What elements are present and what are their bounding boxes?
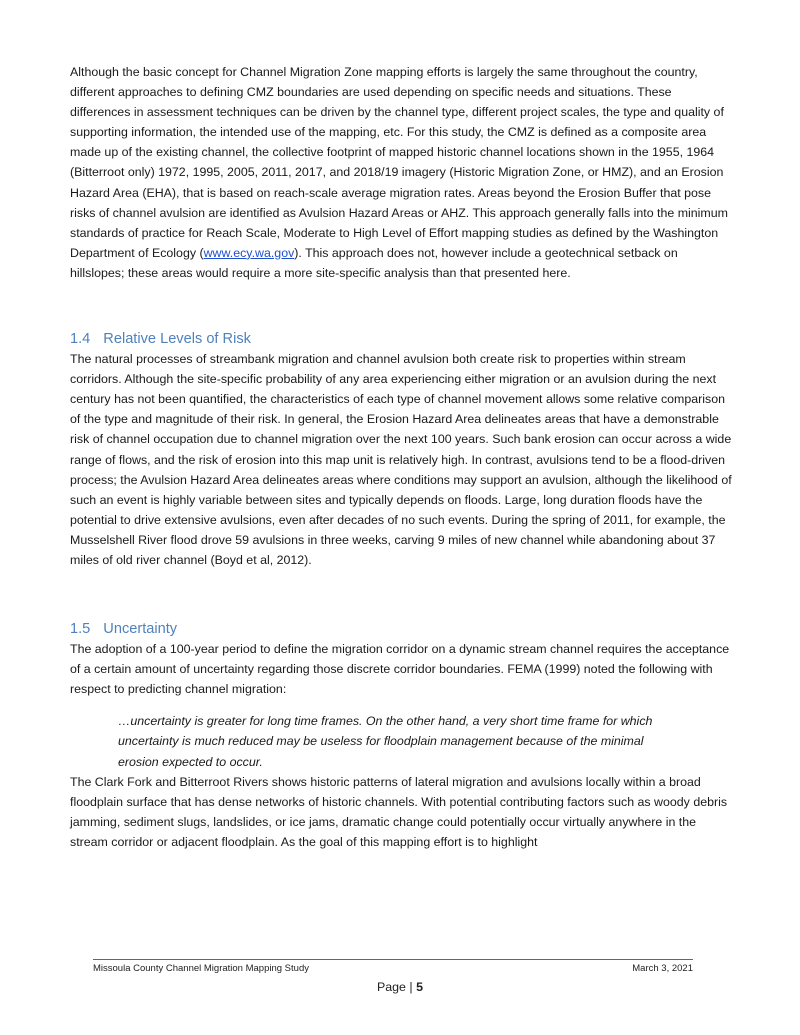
section-number: 1.5 (70, 621, 91, 638)
section-title: Uncertainty (103, 621, 178, 638)
footer-study-title: Missoula County Channel Migration Mapping Study (93, 963, 309, 974)
document-page (70, 62, 732, 852)
section-1-5-heading (70, 619, 732, 639)
intro-text-after-link: ). This approach does not, however include a geotechnical setback on hillslopes; these areas would require a more site-specific analysis than that presented here. (70, 245, 678, 280)
section-1-5-body: The adoption of a 100-year period to define the migration corridor on a dynamic stream channel requires the acceptance of a certain amount of uncertainty regarding those discrete corridor boundaries. FEMA (1999) noted the following with respect to predicting channel migration: (70, 642, 730, 697)
section-number: 1.4 (70, 331, 91, 348)
page-number (0, 980, 800, 994)
section-1-4-body: The natural processes of streambank migration and channel avulsion both create risk to properties within stream corridors. Although the site-specific probability of any area experiencing either migration or an avulsion during the next century has not been quantified, the characteristics of each type of channel movement allows some relative comparison of the type and magnitude of their risk. In general, the Erosion Hazard Area delineates areas that have a demonstrable risk of channel occupation due to channel migration over the next 100 years. Such bank erosion can occur across a wide range of flows, and the risk of erosion into this map unit is relatively high. In contrast, avulsions tend to be a flood-driven process; the Avulsion Hazard Area delineates areas where conditions may support an avulsion, although the likelihood of such an event is highly variable between sites and typically depends on floods. Large, long duration floods have the potential to drive extensive avulsions, even after decades of no such events. During the spring of 2011, for example, the Musselshell River flood drove 59 avulsions in three weeks, carving 9 miles of new channel while abandoning about 37 miles of old river channel (Boyd et al, 2012). (70, 352, 732, 567)
intro-paragraph (70, 62, 732, 283)
page-number-value: 5 (416, 980, 423, 994)
page-label: Page | (377, 980, 417, 994)
footer-divider (93, 959, 693, 960)
section-title: Relative Levels of Risk (103, 331, 251, 348)
intro-text-before-link: Although the basic concept for Channel Migration Zone mapping efforts is largely the same throughout the country, different approaches to defining CMZ boundaries are used depending on specific needs and situations. These differences in assessment techniques can be driven by the channel type, different project scales, the type and quality of supporting information, the intended use of the mapping, etc. For this study, the CMZ is defined as a composite area made up of the existing channel, the collective footprint of mapped historic channel locations shown in the 1955, 1964 (Bitterroot only) 1972, 1995, 2005, 2011, 2017, and 2018/19 imagery (Historic Migration Zone, or HMZ), and an Erosion Hazard Area (EHA), that is based on reach-scale average migration rates. Areas beyond the Erosion Buffer that pose risks of channel avulsion are identified as Avulsion Hazard Areas or AHZ. This approach generally falls into the minimum standards of practice for Reach Scale, Moderate to High Level of Effort mapping studies as defined by the Washington Department of Ecology ( (70, 65, 728, 260)
fema-quote: …uncertainty is greater for long time frames. On the other hand, a very short time frame for which uncertainty is much reduced may be useless for floodplain management because of the minimal erosion expected to occur. (118, 714, 653, 769)
footer-date: March 3, 2021 (632, 963, 693, 974)
section-1-5-body-continued: The Clark Fork and Bitterroot Rivers shows historic patterns of lateral migration and avulsions locally within a broad floodplain surface that has dense networks of historic channels. With potential contributing factors such as woody debris jamming, sediment slugs, landslides, or ice jams, dramatic change could potentially occur virtually anywhere in the stream corridor or adjacent floodplain. As the goal of this mapping effort is to highlight (70, 774, 728, 849)
ecology-link[interactable]: www.ecy.wa.gov (203, 245, 295, 260)
section-1-4-heading (70, 329, 732, 349)
